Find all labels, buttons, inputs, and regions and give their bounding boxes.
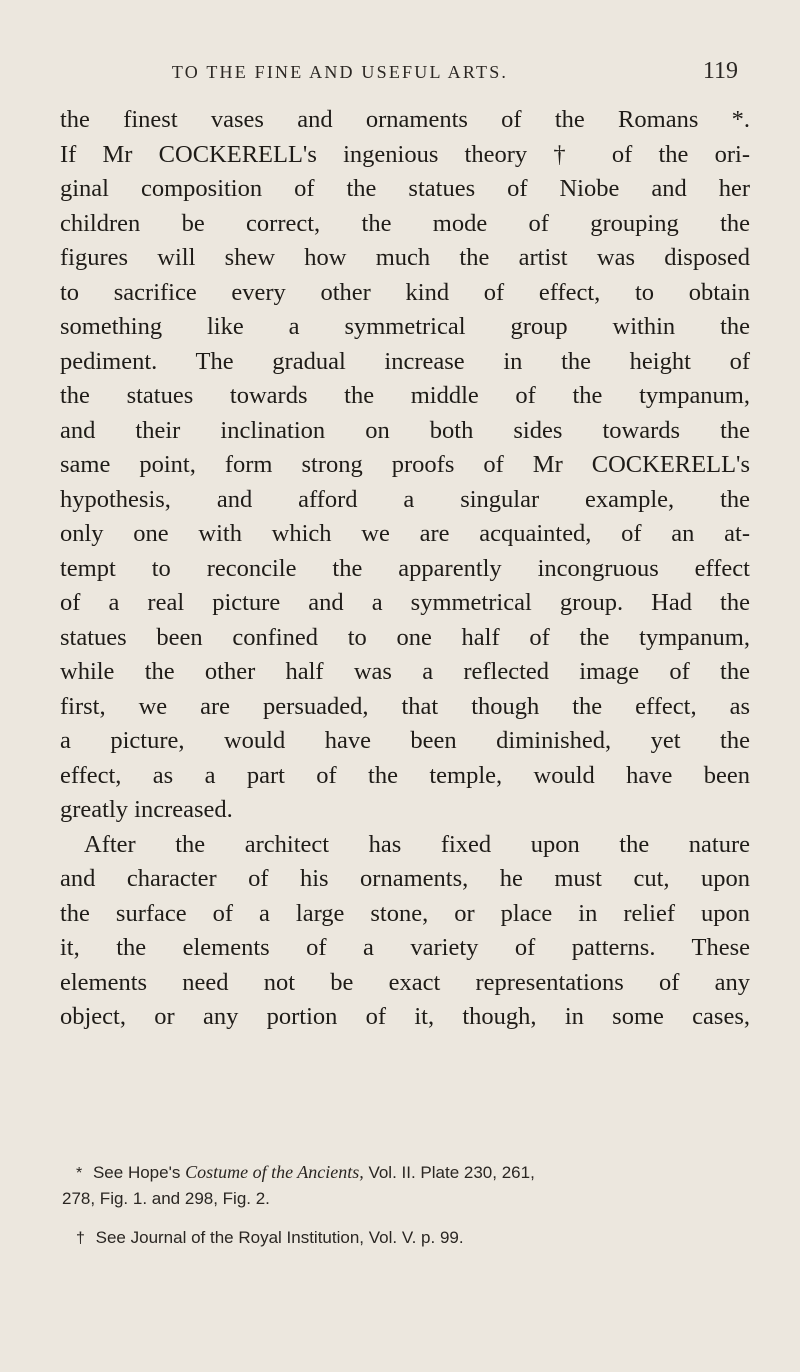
text-line: effect, as a part of the temple, would have been [60,761,750,789]
running-title: TO THE FINE AND USEFUL ARTS. [171,62,509,82]
footnote-book-title: Costume of the Ancients, [185,1162,364,1182]
text-line: ginal composition of the statues of Niobe and her [60,175,750,202]
footnote-2 [62,1225,752,1251]
footnote-text: See Journal of the Royal Institution, Vol. V. p. 99. [95,1228,464,1247]
text-line: a picture, would have been diminished, yet the [60,727,750,754]
footnote-text: Vol. II. Plate 230, 261, [368,1163,535,1182]
text-line: only one with which we are acquainted, of an at- [60,520,750,547]
text-line: greatly increased. [60,796,233,823]
text-line: first, we are persuaded, that though the effect, as [60,692,750,720]
text-line: it, the elements of a variety of patterns. These [60,934,750,961]
text-line: figures will shew how much the artist was disposed [60,244,750,271]
text-line: pediment. The gradual increase in the height of [60,347,750,375]
body-text [60,103,750,1035]
text-line: and their inclination on both sides towards the [60,416,750,444]
text-line: elements need not be exact representations of any [60,968,750,996]
text-line: and character of his ornaments, he must cut, upon [60,865,750,892]
text-line: statues been confined to one half of the tympanum, [60,623,750,651]
text-line: of a real picture and a symmetrical group. Had the [60,589,750,616]
text-line: to sacrifice every other kind of effect, to obtain [60,278,750,306]
text-line: same point, form strong proofs of Mr COCKERELL's [60,451,750,478]
footnotes [62,1160,752,1251]
text-line: hypothesis, and afford a singular example, the [60,485,750,513]
footnote-1 [62,1160,752,1186]
footnote-1-continued: 278, Fig. 1. and 298, Fig. 2. [62,1189,270,1208]
text-line: the surface of a large stone, or place in relief upon [60,899,750,927]
text-line: object, or any portion of it, though, in some cases, [60,1003,750,1030]
text-line: while the other half was a reflected image of the [60,658,750,685]
text-line: children be correct, the mode of grouping the [60,209,750,237]
text-line: If Mr COCKERELL's ingenious theory † of the ori- [60,140,750,168]
page-number: 119 [702,58,738,84]
footnote-mark: † [76,1230,85,1247]
text-line: After the architect has fixed upon the nature [84,830,750,858]
text-line: tempt to reconcile the apparently incongruous effect [60,554,750,582]
text-line: the finest vases and ornaments of the Romans *. [60,106,750,133]
footnote-mark: * [76,1165,83,1182]
text-line: something like a symmetrical group within the [60,313,750,340]
text-line: the statues towards the middle of the tympanum, [60,382,750,409]
running-head [60,58,746,92]
footnote-text: See Hope's [92,1163,181,1182]
